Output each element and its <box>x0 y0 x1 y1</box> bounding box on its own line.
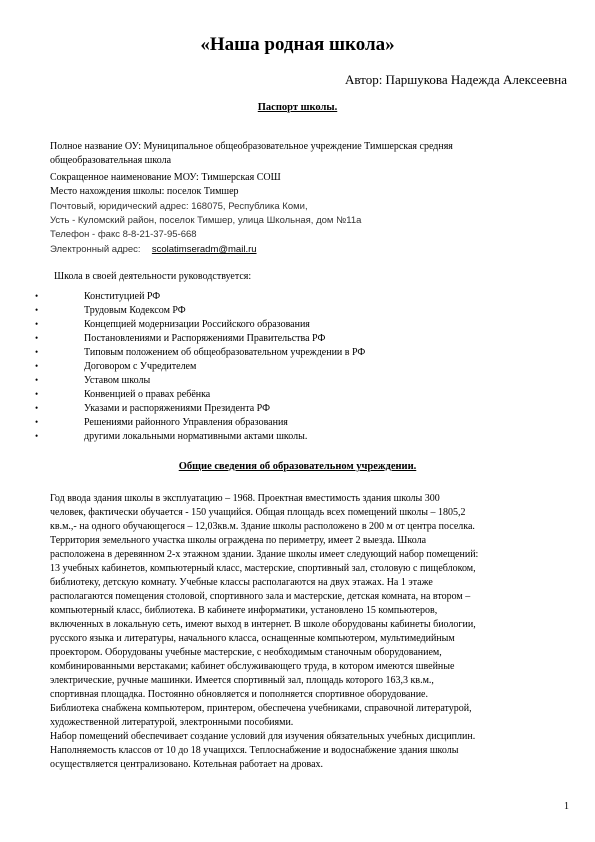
email-label: Электронный адрес: <box>50 244 141 255</box>
paragraph-line: расположена в деревянном 2-х этажном здании. Здание школы имеет следующий набор помещений: <box>50 549 479 560</box>
general-heading: Общие сведения об образовательном учреждении. <box>178 461 417 472</box>
list-item: Трудовым Кодексом РФ <box>84 305 186 316</box>
list-item: Договором с Учредителем <box>84 361 197 372</box>
list-item: другими локальными нормативными актами школы. <box>84 431 308 442</box>
email-link[interactable]: scolatimseradm@mail.ru <box>151 244 257 255</box>
address-line: Почтовый, юридический адрес: 168075, Республика Коми, <box>50 201 308 212</box>
list-item: Уставом школы <box>84 375 151 386</box>
list-item: Конвенцией о правах ребёнка <box>84 389 211 400</box>
paragraph-line: художественной литературой, электронными пособиями. <box>50 717 294 728</box>
bullet-icon: • <box>35 347 39 357</box>
bullet-icon: • <box>35 417 39 427</box>
list-item: Постановлениями и Распоряжениями Правительства РФ <box>84 333 326 344</box>
general-paragraph <box>50 492 550 772</box>
paragraph-line: включенных в локальную сеть, имеют выход в интернет. В школе оборудованы кабинеты биологии, <box>50 619 476 630</box>
passport-line: Место нахождения школы: поселок Тимшер <box>50 186 239 197</box>
document-title: «Наша родная школа» <box>200 34 395 55</box>
paragraph-line: осуществляется централизовано. Котельная работает на дровах. <box>50 759 324 770</box>
list-item: Концепцией модернизации Российского образования <box>84 319 310 330</box>
paragraph-line: проектором. Оборудованы учебные мастерские, с необходимым станочным оборудованием, <box>50 647 442 658</box>
paragraph-line: 13 учебных кабинетов, компьютерный класс, мастерские, спортивный зал, столовую с пищеблоком, <box>50 563 476 574</box>
paragraph-line: спортивная площадка. Постоянно обновляется и пополняется спортивное оборудование. <box>50 689 428 700</box>
bullet-icon: • <box>35 431 39 441</box>
paragraph-line: комбинированными верстаками; кабинет обслуживающего труда, в котором имеются швейные <box>50 661 455 672</box>
passport-line: Полное название ОУ: Муниципальное общеобразовательное учреждение Тимшерская средняя <box>50 141 453 152</box>
bullet-icon: • <box>35 333 39 343</box>
bullet-icon: • <box>35 375 39 385</box>
paragraph-line: Год ввода здания школы в эксплуатацию – 1968. Проектная вместимость здания школы 300 <box>50 493 440 504</box>
bullet-icon: • <box>35 361 39 371</box>
bullet-icon: • <box>35 403 39 413</box>
phone-line: Телефон - факс 8-8-21-37-95-668 <box>50 229 197 240</box>
email-line <box>50 244 257 255</box>
list-item: Конституцией РФ <box>84 291 161 302</box>
page-number: 1 <box>564 801 569 812</box>
passport-line: Сокращенное наименование МОУ: Тимшерская СОШ <box>50 172 281 183</box>
author-line: Автор: Паршукова Надежда Алексеевна <box>344 72 567 87</box>
guided-intro: Школа в своей деятельности руководствуется: <box>54 271 252 282</box>
paragraph-line: компьютерный класс, библиотека. В кабинете информатики, установлено 15 компьютеров, <box>50 605 438 616</box>
bullet-icon: • <box>35 319 39 329</box>
paragraph-line: кв.м.,- на одного обучающегося – 12,03кв.м. Здание школы расположено в 200 м от центра поселка. <box>50 521 475 532</box>
paragraph-line: располагаются помещения столовой, спортивного зала и мастерские, детская комната, на втором – <box>50 591 471 602</box>
paragraph-line: библиотеку, детскую комнату. Учебные классы располагаются на двух этажах. На 1 этаже <box>50 577 433 588</box>
bullet-icon: • <box>35 291 39 301</box>
paragraph-line: человек, фактически обучается - 150 учащийся. Общая площадь всех помещений школы – 1805,2 <box>50 507 466 518</box>
paragraph-line: Библиотека снабжена компьютером, принтером, обеспечена учебниками, справочной литературой, <box>50 703 472 714</box>
list-item: Решениями районного Управления образования <box>84 417 288 428</box>
paragraph-line: Территория земельного участка школы ограждена по периметру, имеет 2 выезда. Школа <box>50 535 427 546</box>
paragraph-line: электрические, ручные машинки. Имеется спортивный зал, площадь которого 163,3 кв.м., <box>50 675 434 686</box>
paragraph-line: Наполняемость классов от 10 до 18 учащихся. Теплоснабжение и водоснабжение здания школы <box>50 745 459 756</box>
bullet-icon: • <box>35 389 39 399</box>
paragraph-line: Набор помещений обеспечивает создание условий для изучения обязательных учебных дисциплин. <box>50 731 476 742</box>
passport-line: общеобразовательная школа <box>50 155 172 166</box>
bullet-icon: • <box>35 305 39 315</box>
address-line: Усть - Куломский район, поселок Тимшер, улица Школьная, дом №11а <box>50 215 362 226</box>
list-item: Типовым положением об общеобразовательном учреждении в РФ <box>84 347 366 358</box>
paragraph-line: русского языка и литературы, начального класса, оснащенные компьютером, мультимедийным <box>50 633 455 644</box>
list-item: Указами и распоряжениями Президента РФ <box>84 403 270 414</box>
passport-heading: Паспорт школы. <box>257 102 338 113</box>
